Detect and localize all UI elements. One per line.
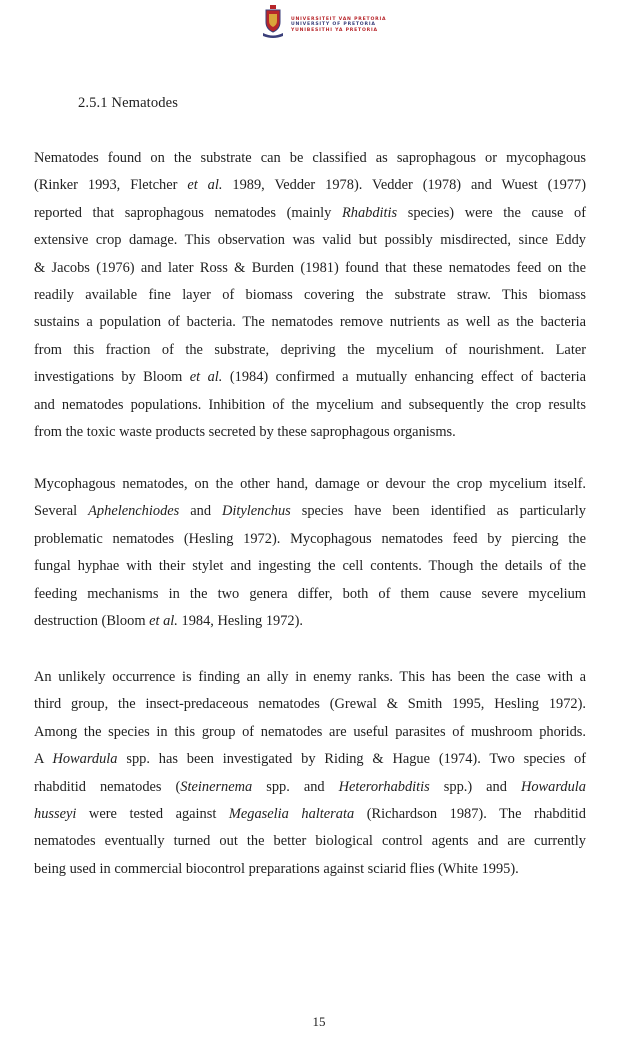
italic-run: et al. [189, 369, 223, 386]
text-line [34, 282, 586, 309]
text-run: Among the species in this group of nematodes are useful parasites of mushroom phorids. [34, 723, 586, 740]
text-run: (1984) confirmed a mutually enhancing effect of bacteria [222, 369, 586, 386]
text-run: spp.) and [429, 778, 521, 795]
text-run: extensive crop damage. This observation was valid but possibly misdirected, since Eddy [34, 232, 586, 249]
text-run: rhabditid nematodes ( [34, 778, 181, 795]
text-line [34, 581, 586, 608]
italic-run: Heterorhabditis [338, 778, 430, 795]
text-line [34, 471, 586, 498]
university-name-afrikaans: UNIVERSITEIT VAN PRETORIA [291, 17, 387, 22]
text-run: reported that saprophagous nematodes (mainly [34, 204, 342, 221]
text-run: fungal hyphae with their stylet and ingesting the cell contents. Though the details of the [34, 558, 586, 575]
text-run: from this fraction of the substrate, depriving the mycelium of nourishment. Later [34, 341, 586, 358]
section-title: 2.5.1 Nematodes [78, 95, 178, 111]
text-run: readily available fine layer of biomass covering the substrate straw. This biomass [34, 287, 586, 304]
text-run: problematic nematodes (Hesling 1972). Mycophagous nematodes feed by piercing the [34, 530, 586, 547]
text-run: & Jacobs (1976) and later Ross & Burden (1981) found that these nematodes feed on the [34, 259, 586, 276]
text-line [34, 172, 586, 199]
text-run: Nematodes found on the substrate can be classified as saprophagous or mycophagous [34, 150, 586, 166]
text-line [34, 774, 586, 801]
text-line [34, 227, 586, 254]
text-line [34, 608, 586, 635]
paragraph-insect-predaceous [34, 664, 586, 883]
page-number: 15 [312, 1014, 326, 1029]
university-name-sepedi: YUNIBESITHI YA PRETORIA [291, 27, 378, 33]
text-line [34, 719, 586, 746]
text-run: (Richardson 1987). The rhabditid [354, 806, 587, 823]
text-line [34, 364, 586, 391]
text-run: and nematodes populations. Inhibition of the mycelium and subsequently the crop results [34, 396, 586, 413]
italic-run: husseyi [34, 806, 77, 823]
text-line [34, 828, 586, 855]
italic-run: Megaselia halterata [228, 806, 355, 823]
italic-run: Ditylenchus [222, 503, 291, 520]
text-run: from the toxic waste products secreted by these saprophagous organisms. [34, 424, 456, 441]
text-run: A [34, 751, 53, 768]
text-line [34, 553, 586, 580]
paragraph-mycophagous [34, 471, 586, 635]
text-run: (Rinker 1993, Fletcher [34, 177, 188, 194]
text-run: spp. and [252, 778, 339, 795]
text-run: were tested against [76, 806, 229, 823]
text-line [34, 419, 586, 446]
italic-run: et al. [187, 177, 223, 194]
text-line [34, 309, 586, 336]
paragraph-saprophagous [34, 145, 586, 446]
university-names [291, 17, 386, 33]
text-line [34, 392, 586, 419]
university-name-english: UNIVERSITY OF PRETORIA [291, 22, 376, 28]
text-line [34, 255, 586, 282]
text-run: sustains a population of bacteria. The nematodes remove nutrients as well as the bacteria [34, 314, 586, 331]
text-line [34, 691, 586, 718]
text-line [34, 664, 586, 691]
text-run: and [179, 503, 222, 520]
text-line [34, 801, 586, 828]
text-run: 1989, Vedder 1978). Vedder (1978) and Wuest (1977) [222, 177, 586, 194]
italic-run: Steinernema [180, 778, 253, 795]
text-line [34, 200, 586, 227]
text-run: 1984, Hesling 1972). [177, 613, 304, 630]
text-run: An unlikely occurrence is finding an ally in enemy ranks. This has been the case with a [34, 669, 586, 685]
text-run: destruction (Bloom [34, 613, 150, 630]
text-line [34, 498, 586, 525]
university-crest-icon [262, 5, 284, 39]
text-run: being used in commercial biocontrol preparations against sciarid flies (White 1995). [34, 860, 519, 877]
italic-run: Howardula [520, 778, 586, 795]
text-line [34, 856, 586, 883]
text-run: feeding mechanisms in the two genera differ, both of them cause severe mycelium [34, 585, 586, 602]
text-line [34, 145, 586, 172]
text-line [34, 337, 586, 364]
text-run: third group, the insect-predaceous nematodes (Grewal & Smith 1995, Hesling 1972). [34, 696, 586, 713]
text-line [34, 746, 586, 773]
text-run: Mycophagous nematodes, on the other hand, damage or devour the crop mycelium itself. [34, 476, 586, 492]
text-run: nematodes eventually turned out the better biological control agents and are currently [34, 833, 586, 850]
text-line [34, 526, 586, 553]
text-run: species have been identified as particularly [290, 503, 586, 520]
italic-run: Rhabditis [341, 204, 398, 221]
text-run: species) were the cause of [397, 204, 586, 221]
text-run: spp. has been investigated by Riding & Hague (1974). Two species of [117, 751, 586, 768]
text-run: investigations by Bloom [34, 369, 190, 386]
text-run: Several [34, 503, 89, 520]
italic-run: Aphelenchiodes [88, 503, 180, 520]
italic-run: Howardula [52, 751, 118, 768]
page-header [262, 5, 386, 39]
italic-run: et al. [149, 613, 178, 630]
